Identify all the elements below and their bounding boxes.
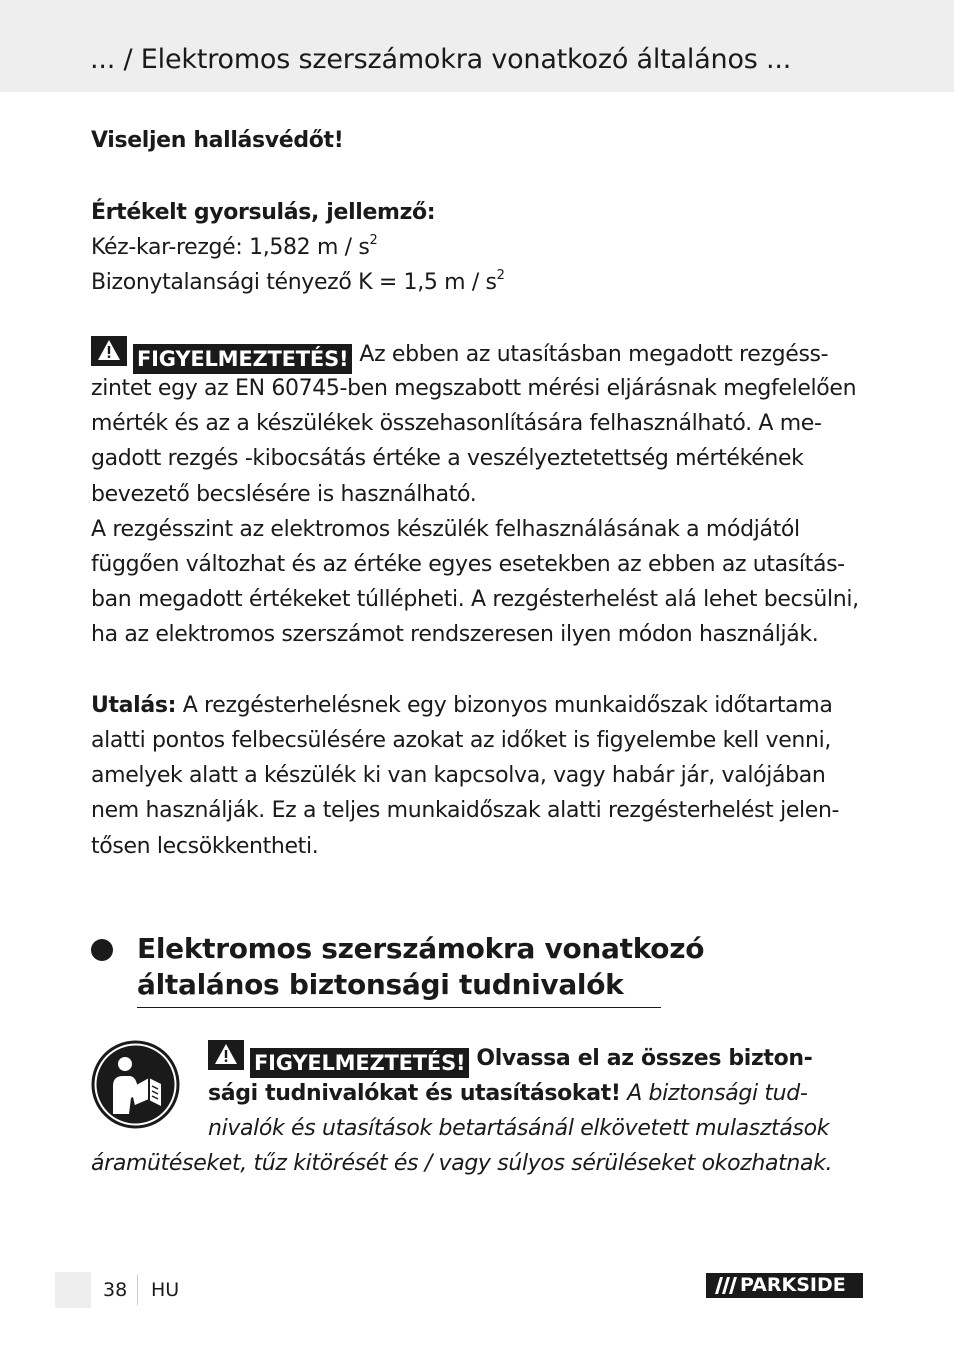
safety-warning-line: nivalók és utasítások betartásánál elkövetett mulasztások: [208, 1116, 830, 1141]
safety-warning-line: FIGYELMEZTETÉS! Olvassa el az összes bizton-: [208, 1040, 812, 1078]
warning-label: FIGYELMEZTETÉS!: [250, 1048, 469, 1078]
warning-paragraph-line: mérték és az a készülékek összehasonlítására felhasználható. A me-: [91, 411, 822, 436]
warning-paragraph-line: FIGYELMEZTETÉS! Az ebben az utasításban megadott rezgéss-: [91, 336, 828, 374]
uncertainty-factor: Bizonytalansági tényező K = 1,5 m / $s^2$: [91, 267, 505, 295]
warning-paragraph-line: ban megadott értékeket túllépheti. A rezgésterhelést alá lehet becsülni,: [91, 587, 859, 612]
note-paragraph-line: nem használják. Ez a teljes munkaidőszak alatti rezgésterhelést jelen-: [91, 798, 840, 823]
warning-label: FIGYELMEZTETÉS!: [133, 344, 352, 374]
warning-paragraph-line: bevezető becslésére is használható.: [91, 482, 477, 507]
warning-triangle-icon: [208, 1040, 244, 1070]
page-number: 38: [103, 1279, 128, 1301]
note-paragraph-line: amelyek alatt a készülék ki van kapcsolva, vagy habár jár, valójában: [91, 763, 826, 788]
warning-paragraph-line: gadott rezgés -kibocsátás értéke a veszélyeztetettség mértékének: [91, 446, 804, 471]
brand-name: PARKSIDE: [740, 1274, 846, 1296]
hearing-protection-text: Viseljen hallásvédőt!: [91, 128, 344, 153]
warning-paragraph-line: függően változhat és az értéke egyes esetekben az ebben az utasítás-: [91, 552, 845, 577]
warning-paragraph-line: A rezgésszint az elektromos készülék felhasználásának a módjától: [91, 517, 800, 542]
warning-paragraph-line: ha az elektromos szerszámot rendszeresen ilyen módon használják.: [91, 622, 819, 647]
warning-paragraph-line: zintet egy az EN 60745-ben megszabott mérési eljárásnak megfelelően: [91, 376, 857, 401]
vibration-heading: Értékelt gyorsulás, jellemző:: [91, 200, 436, 225]
header-title: ... / Elektromos szerszámokra vonatkozó általános ...: [90, 44, 792, 75]
footer-divider: [137, 1275, 138, 1305]
section-underline: [137, 1007, 661, 1008]
section-bullet-icon: [91, 939, 113, 961]
page-header: [0, 0, 954, 92]
note-paragraph-line: alatti pontos felbecsülésére azokat az időket is figyelembe kell venni,: [91, 728, 832, 753]
warning-triangle-icon: [91, 336, 127, 366]
note-label: Utalás:: [91, 693, 177, 718]
note-paragraph-line: tősen lecsökkentheti.: [91, 834, 319, 859]
language-code: HU: [151, 1279, 180, 1301]
footer-marker: [55, 1272, 91, 1308]
note-paragraph-line: Utalás: A rezgésterhelésnek egy bizonyos munkaidőszak időtartama: [91, 693, 833, 718]
parkside-logo: [706, 1273, 863, 1298]
safety-warning-line: áramütéseket, tűz kitörését és / vagy súlyos sérüléseket okozhatnak.: [91, 1151, 833, 1176]
hand-arm-vibration: Kéz-kar-rezgé: 1,582 m / $s^2$: [91, 232, 378, 260]
logo-slashes-icon: [710, 1273, 738, 1298]
safety-warning-line: sági tudnivalókat és utasításokat! A biztonsági tud-: [208, 1081, 808, 1106]
section-title-line: Elektromos szerszámokra vonatkozó: [137, 932, 705, 965]
read-manual-icon: [91, 1040, 180, 1129]
section-title-line: általános biztonsági tudnivalók: [137, 968, 624, 1001]
